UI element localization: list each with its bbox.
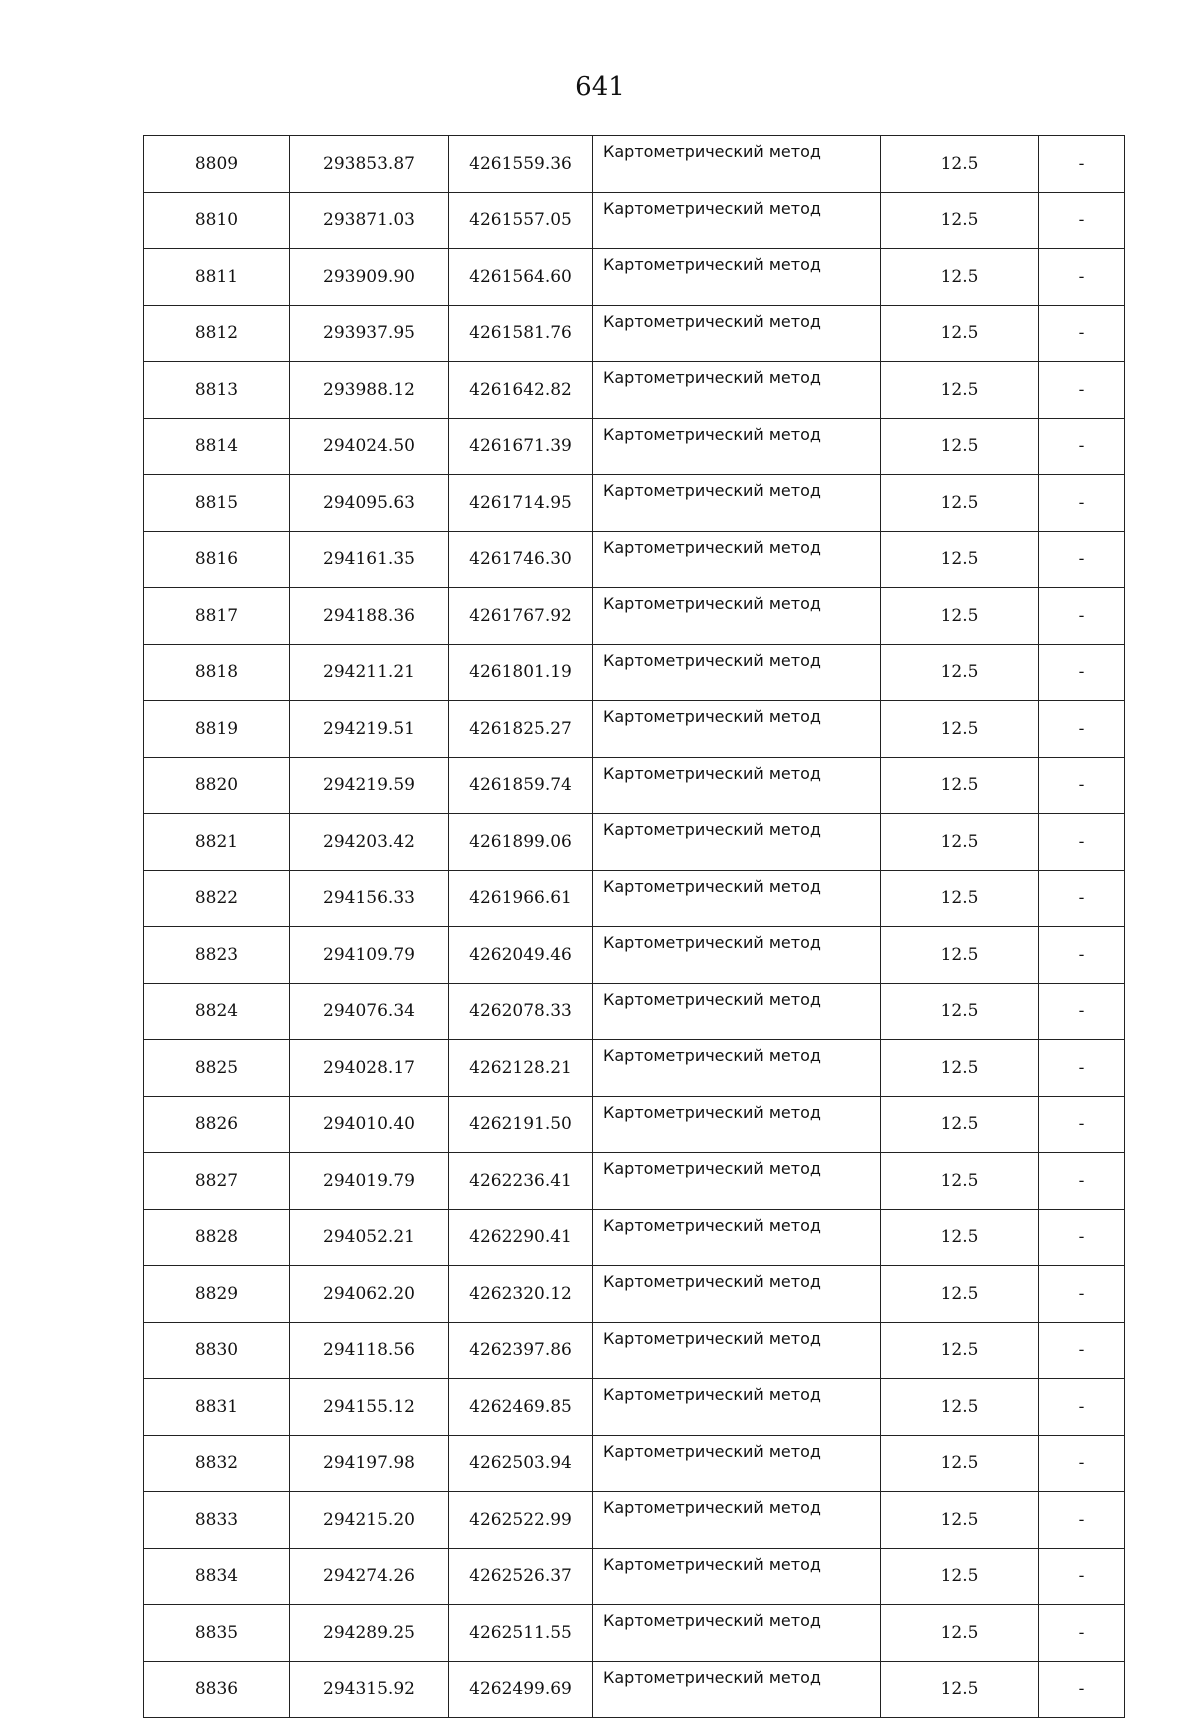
accuracy-cell: 12.5 <box>881 1322 1039 1379</box>
x-coordinate-cell: 294052.21 <box>290 1209 449 1266</box>
table-row <box>144 192 1125 249</box>
method-cell: Картометрический метод <box>593 1266 881 1323</box>
y-coordinate-cell: 4262522.99 <box>449 1492 593 1549</box>
note-cell: - <box>1039 192 1125 249</box>
table-row <box>144 644 1125 701</box>
table-row <box>144 1322 1125 1379</box>
note-cell: - <box>1039 531 1125 588</box>
method-cell: Картометрический метод <box>593 192 881 249</box>
note-cell: - <box>1039 1548 1125 1605</box>
table-row <box>144 701 1125 758</box>
y-coordinate-cell: 4262049.46 <box>449 927 593 984</box>
y-coordinate-cell: 4261859.74 <box>449 757 593 814</box>
note-cell: - <box>1039 870 1125 927</box>
table-row <box>144 475 1125 532</box>
point-id-cell: 8824 <box>144 983 290 1040</box>
x-coordinate-cell: 294155.12 <box>290 1379 449 1436</box>
method-cell: Картометрический метод <box>593 1040 881 1097</box>
y-coordinate-cell: 4261899.06 <box>449 814 593 871</box>
point-id-cell: 8818 <box>144 644 290 701</box>
method-cell: Картометрический метод <box>593 1322 881 1379</box>
x-coordinate-cell: 294028.17 <box>290 1040 449 1097</box>
y-coordinate-cell: 4261559.36 <box>449 136 593 193</box>
point-id-cell: 8823 <box>144 927 290 984</box>
note-cell: - <box>1039 1266 1125 1323</box>
table-row <box>144 1153 1125 1210</box>
accuracy-cell: 12.5 <box>881 1379 1039 1436</box>
table-row <box>144 757 1125 814</box>
y-coordinate-cell: 4262320.12 <box>449 1266 593 1323</box>
y-coordinate-cell: 4262469.85 <box>449 1379 593 1436</box>
method-cell: Картометрический метод <box>593 983 881 1040</box>
method-cell: Картометрический метод <box>593 644 881 701</box>
y-coordinate-cell: 4261746.30 <box>449 531 593 588</box>
y-coordinate-cell: 4261714.95 <box>449 475 593 532</box>
table-row <box>144 1492 1125 1549</box>
table-row <box>144 814 1125 871</box>
x-coordinate-cell: 294215.20 <box>290 1492 449 1549</box>
table-row <box>144 418 1125 475</box>
y-coordinate-cell: 4261801.19 <box>449 644 593 701</box>
point-id-cell: 8832 <box>144 1435 290 1492</box>
method-cell: Картометрический метод <box>593 1435 881 1492</box>
point-id-cell: 8826 <box>144 1096 290 1153</box>
point-id-cell: 8825 <box>144 1040 290 1097</box>
table-row <box>144 1548 1125 1605</box>
y-coordinate-cell: 4262397.86 <box>449 1322 593 1379</box>
point-id-cell: 8819 <box>144 701 290 758</box>
point-id-cell: 8831 <box>144 1379 290 1436</box>
method-cell: Картометрический метод <box>593 757 881 814</box>
x-coordinate-cell: 294315.92 <box>290 1661 449 1718</box>
x-coordinate-cell: 294289.25 <box>290 1605 449 1662</box>
table-row <box>144 927 1125 984</box>
point-id-cell: 8830 <box>144 1322 290 1379</box>
accuracy-cell: 12.5 <box>881 1605 1039 1662</box>
note-cell: - <box>1039 983 1125 1040</box>
table-row <box>144 1661 1125 1718</box>
point-id-cell: 8809 <box>144 136 290 193</box>
method-cell: Картометрический метод <box>593 814 881 871</box>
point-id-cell: 8810 <box>144 192 290 249</box>
note-cell: - <box>1039 1322 1125 1379</box>
x-coordinate-cell: 294076.34 <box>290 983 449 1040</box>
y-coordinate-cell: 4261966.61 <box>449 870 593 927</box>
point-id-cell: 8812 <box>144 305 290 362</box>
table-row <box>144 983 1125 1040</box>
x-coordinate-cell: 293871.03 <box>290 192 449 249</box>
point-id-cell: 8816 <box>144 531 290 588</box>
accuracy-cell: 12.5 <box>881 305 1039 362</box>
y-coordinate-cell: 4262078.33 <box>449 983 593 1040</box>
accuracy-cell: 12.5 <box>881 870 1039 927</box>
point-id-cell: 8828 <box>144 1209 290 1266</box>
note-cell: - <box>1039 1661 1125 1718</box>
point-id-cell: 8827 <box>144 1153 290 1210</box>
point-id-cell: 8822 <box>144 870 290 927</box>
note-cell: - <box>1039 1379 1125 1436</box>
method-cell: Картометрический метод <box>593 1605 881 1662</box>
accuracy-cell: 12.5 <box>881 136 1039 193</box>
y-coordinate-cell: 4262290.41 <box>449 1209 593 1266</box>
accuracy-cell: 12.5 <box>881 475 1039 532</box>
x-coordinate-cell: 293853.87 <box>290 136 449 193</box>
y-coordinate-cell: 4261825.27 <box>449 701 593 758</box>
method-cell: Картометрический метод <box>593 1661 881 1718</box>
x-coordinate-cell: 294203.42 <box>290 814 449 871</box>
accuracy-cell: 12.5 <box>881 1548 1039 1605</box>
y-coordinate-cell: 4261642.82 <box>449 362 593 419</box>
y-coordinate-cell: 4262236.41 <box>449 1153 593 1210</box>
method-cell: Картометрический метод <box>593 1096 881 1153</box>
method-cell: Картометрический метод <box>593 1492 881 1549</box>
x-coordinate-cell: 294188.36 <box>290 588 449 645</box>
note-cell: - <box>1039 644 1125 701</box>
table-row <box>144 1379 1125 1436</box>
accuracy-cell: 12.5 <box>881 701 1039 758</box>
table-row <box>144 1096 1125 1153</box>
table-row <box>144 1435 1125 1492</box>
method-cell: Картометрический метод <box>593 870 881 927</box>
note-cell: - <box>1039 249 1125 306</box>
note-cell: - <box>1039 1435 1125 1492</box>
table-body <box>144 136 1125 1718</box>
table-row <box>144 1266 1125 1323</box>
method-cell: Картометрический метод <box>593 1548 881 1605</box>
x-coordinate-cell: 294010.40 <box>290 1096 449 1153</box>
point-id-cell: 8829 <box>144 1266 290 1323</box>
note-cell: - <box>1039 1492 1125 1549</box>
accuracy-cell: 12.5 <box>881 1040 1039 1097</box>
note-cell: - <box>1039 1209 1125 1266</box>
method-cell: Картометрический метод <box>593 475 881 532</box>
method-cell: Картометрический метод <box>593 588 881 645</box>
x-coordinate-cell: 294274.26 <box>290 1548 449 1605</box>
note-cell: - <box>1039 927 1125 984</box>
point-id-cell: 8836 <box>144 1661 290 1718</box>
x-coordinate-cell: 294019.79 <box>290 1153 449 1210</box>
accuracy-cell: 12.5 <box>881 1096 1039 1153</box>
table-row <box>144 305 1125 362</box>
accuracy-cell: 12.5 <box>881 1266 1039 1323</box>
table-row <box>144 531 1125 588</box>
accuracy-cell: 12.5 <box>881 531 1039 588</box>
table-row <box>144 136 1125 193</box>
accuracy-cell: 12.5 <box>881 249 1039 306</box>
method-cell: Картометрический метод <box>593 249 881 306</box>
x-coordinate-cell: 294109.79 <box>290 927 449 984</box>
note-cell: - <box>1039 1605 1125 1662</box>
accuracy-cell: 12.5 <box>881 588 1039 645</box>
accuracy-cell: 12.5 <box>881 983 1039 1040</box>
note-cell: - <box>1039 475 1125 532</box>
y-coordinate-cell: 4262511.55 <box>449 1605 593 1662</box>
coordinates-table <box>143 135 1125 1718</box>
x-coordinate-cell: 294219.51 <box>290 701 449 758</box>
method-cell: Картометрический метод <box>593 1379 881 1436</box>
accuracy-cell: 12.5 <box>881 1492 1039 1549</box>
accuracy-cell: 12.5 <box>881 1661 1039 1718</box>
method-cell: Картометрический метод <box>593 305 881 362</box>
note-cell: - <box>1039 1153 1125 1210</box>
method-cell: Картометрический метод <box>593 418 881 475</box>
note-cell: - <box>1039 305 1125 362</box>
note-cell: - <box>1039 1040 1125 1097</box>
table-row <box>144 1605 1125 1662</box>
note-cell: - <box>1039 362 1125 419</box>
table-row <box>144 362 1125 419</box>
method-cell: Картометрический метод <box>593 136 881 193</box>
method-cell: Картометрический метод <box>593 701 881 758</box>
method-cell: Картометрический метод <box>593 1209 881 1266</box>
x-coordinate-cell: 294024.50 <box>290 418 449 475</box>
note-cell: - <box>1039 814 1125 871</box>
method-cell: Картометрический метод <box>593 927 881 984</box>
accuracy-cell: 12.5 <box>881 192 1039 249</box>
x-coordinate-cell: 294197.98 <box>290 1435 449 1492</box>
y-coordinate-cell: 4262526.37 <box>449 1548 593 1605</box>
note-cell: - <box>1039 701 1125 758</box>
point-id-cell: 8835 <box>144 1605 290 1662</box>
method-cell: Картометрический метод <box>593 362 881 419</box>
x-coordinate-cell: 294161.35 <box>290 531 449 588</box>
x-coordinate-cell: 294156.33 <box>290 870 449 927</box>
y-coordinate-cell: 4261767.92 <box>449 588 593 645</box>
accuracy-cell: 12.5 <box>881 757 1039 814</box>
accuracy-cell: 12.5 <box>881 1209 1039 1266</box>
note-cell: - <box>1039 757 1125 814</box>
accuracy-cell: 12.5 <box>881 1435 1039 1492</box>
note-cell: - <box>1039 418 1125 475</box>
y-coordinate-cell: 4261557.05 <box>449 192 593 249</box>
point-id-cell: 8814 <box>144 418 290 475</box>
accuracy-cell: 12.5 <box>881 644 1039 701</box>
point-id-cell: 8811 <box>144 249 290 306</box>
x-coordinate-cell: 293988.12 <box>290 362 449 419</box>
method-cell: Картометрический метод <box>593 1153 881 1210</box>
page-number: 641 <box>575 72 625 102</box>
y-coordinate-cell: 4262499.69 <box>449 1661 593 1718</box>
note-cell: - <box>1039 588 1125 645</box>
point-id-cell: 8813 <box>144 362 290 419</box>
point-id-cell: 8834 <box>144 1548 290 1605</box>
x-coordinate-cell: 293909.90 <box>290 249 449 306</box>
accuracy-cell: 12.5 <box>881 814 1039 871</box>
x-coordinate-cell: 294211.21 <box>290 644 449 701</box>
accuracy-cell: 12.5 <box>881 1153 1039 1210</box>
point-id-cell: 8821 <box>144 814 290 871</box>
point-id-cell: 8833 <box>144 1492 290 1549</box>
table-row <box>144 588 1125 645</box>
note-cell: - <box>1039 136 1125 193</box>
table-row <box>144 870 1125 927</box>
y-coordinate-cell: 4261581.76 <box>449 305 593 362</box>
x-coordinate-cell: 294219.59 <box>290 757 449 814</box>
table-row <box>144 249 1125 306</box>
table-row <box>144 1040 1125 1097</box>
note-cell: - <box>1039 1096 1125 1153</box>
x-coordinate-cell: 293937.95 <box>290 305 449 362</box>
method-cell: Картометрический метод <box>593 531 881 588</box>
y-coordinate-cell: 4262191.50 <box>449 1096 593 1153</box>
x-coordinate-cell: 294095.63 <box>290 475 449 532</box>
y-coordinate-cell: 4261564.60 <box>449 249 593 306</box>
x-coordinate-cell: 294118.56 <box>290 1322 449 1379</box>
point-id-cell: 8817 <box>144 588 290 645</box>
x-coordinate-cell: 294062.20 <box>290 1266 449 1323</box>
y-coordinate-cell: 4262128.21 <box>449 1040 593 1097</box>
accuracy-cell: 12.5 <box>881 418 1039 475</box>
accuracy-cell: 12.5 <box>881 362 1039 419</box>
point-id-cell: 8815 <box>144 475 290 532</box>
accuracy-cell: 12.5 <box>881 927 1039 984</box>
y-coordinate-cell: 4261671.39 <box>449 418 593 475</box>
point-id-cell: 8820 <box>144 757 290 814</box>
y-coordinate-cell: 4262503.94 <box>449 1435 593 1492</box>
table-row <box>144 1209 1125 1266</box>
